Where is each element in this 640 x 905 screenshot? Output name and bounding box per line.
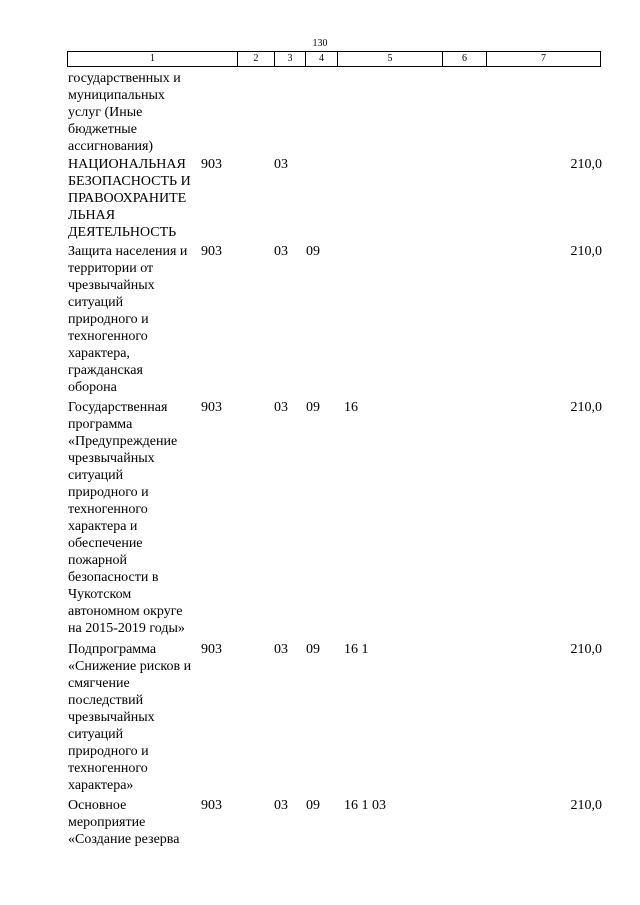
row-section: 03: [274, 244, 288, 259]
row-name: Государственная программа «Предупреждение чрезвычайных ситуаций природного и техногенного характера и обеспечение пожарной безопасности в Чукотском автономном округе на 2015-2019 годы»: [68, 400, 185, 636]
header-col-3: 3: [275, 52, 306, 66]
row-sum: 210,0: [570, 642, 602, 657]
row-name: Защита населения и территории от чрезвычайных ситуаций природного и техногенного характера, гражданская оборона: [68, 244, 188, 395]
header-col-4: 4: [306, 52, 338, 66]
header-col-1: 1: [68, 52, 238, 66]
row-sum: 210,0: [570, 798, 602, 813]
row-name: государственных и муниципальных услуг (Иные бюджетные ассигнования): [68, 71, 181, 154]
row-program: 16 1 03: [344, 798, 386, 813]
row-sum: 210,0: [570, 157, 602, 172]
row-name: Основное мероприятие «Создание резерва: [68, 798, 180, 847]
row-code: 903: [201, 642, 222, 657]
page-number: 130: [312, 38, 328, 49]
row-name: Подпрограмма «Снижение рисков и смягчение последствий чрезвычайных ситуаций природного и техногенного характера»: [68, 642, 192, 793]
row-section: 03: [274, 642, 288, 657]
header-col-2: 2: [238, 52, 275, 66]
header-col-7: 7: [541, 53, 546, 64]
row-subsection: 09: [306, 244, 320, 259]
row-name: НАЦИОНАЛЬНАЯ БЕЗОПАСНОСТЬ И ПРАВООХРАНИТЕ ЛЬНАЯ ДЕЯТЕЛЬНОСТЬ: [68, 157, 191, 240]
row-program: 16: [344, 400, 358, 415]
row-section: 03: [274, 157, 288, 172]
row-code: 903: [201, 798, 222, 813]
row-sum: 210,0: [570, 400, 602, 415]
row-subsection: 09: [306, 400, 320, 415]
header-col-6: 6: [443, 52, 487, 66]
row-subsection: 09: [306, 798, 320, 813]
row-code: 903: [201, 157, 222, 172]
row-code: 903: [201, 244, 222, 259]
table-header: [67, 51, 601, 67]
row-code: 903: [201, 400, 222, 415]
row-sum: 210,0: [570, 244, 602, 259]
row-section: 03: [274, 798, 288, 813]
row-program: 16 1: [344, 642, 369, 657]
row-subsection: 09: [306, 642, 320, 657]
row-section: 03: [274, 400, 288, 415]
header-col-5: 5: [338, 52, 443, 66]
